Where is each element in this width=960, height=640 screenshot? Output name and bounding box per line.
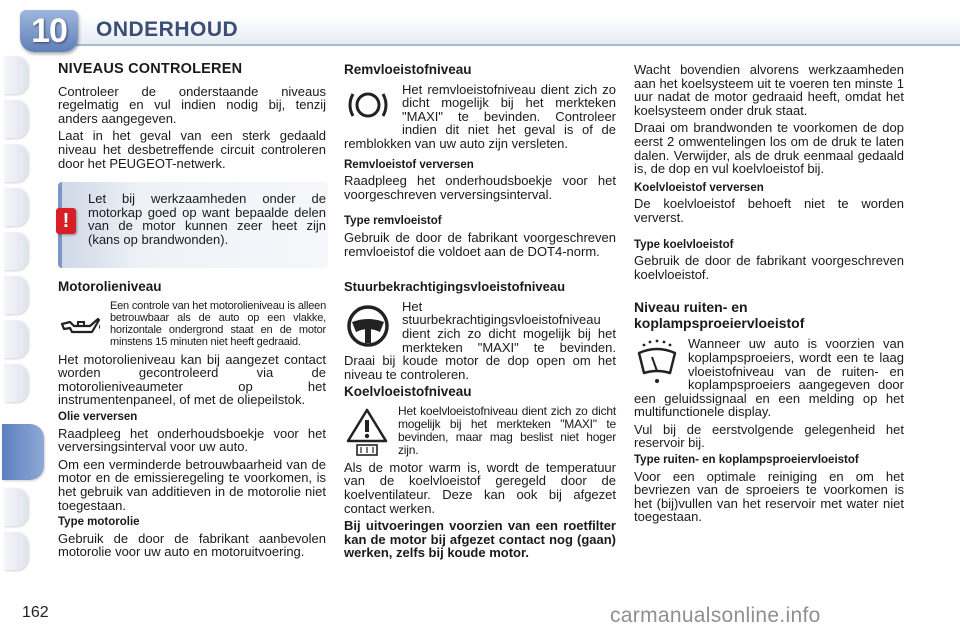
column-2 [344,63,616,564]
chapter-number: 10 [31,12,67,50]
oil-note: Een controle van het motorolieniveau is alleen betrouwbaar als de auto op een vlakke, horizontale ondergrond staat en de motor minstens 15 minuten niet heeft gedraaid. [110,299,326,349]
chapter-tab [20,10,78,52]
oil-type-title: Type motorolie [58,516,140,529]
side-tab[interactable] [4,320,28,358]
washer-type-title: Type ruiten- en koplampsproeiervloeistof [634,454,859,467]
intro-paragraph: Controleer de onderstaande niveaus regelmatig en vul indien nodig bij, tenzij anders aangegeven. [58,83,326,126]
oil-change-title: Olie verversen [58,410,138,423]
brake-type-paragraph: Gebruik de door de fabrikant voorgeschreven remvloeistof die voldoet aan de DOT4-norm. [344,229,616,259]
brake-type-title: Type remvloeistof [344,215,442,228]
side-tab[interactable] [4,488,28,526]
oil-can-icon [58,302,102,346]
warning-box [58,182,328,268]
coolant-type-paragraph: Gebruik de door de fabrikant voorgeschreven koelvloeistof. [634,253,904,282]
column-1 [58,63,326,563]
page-header [0,0,960,50]
brake-change-title: Remvloeistof verversen [344,158,474,171]
washer-type-paragraph: Voor een optimale reiniging en om het bevriezen van de sproeiers te voorkomen is het (bij)vullen van het reservoir met water niet toegestaan. [634,468,904,525]
brake-change-paragraph: Raadpleeg het onderhoudsboekje voor het voorgeschreven verversingsinterval. [344,173,616,202]
warning-text: Let bij werkzaamheden onder de motorkap goed op want bepaalde delen van de motor kunnen zeer heet zijn (kans op brandwonden). [88,191,326,247]
side-tab[interactable] [4,100,28,138]
coolant-paragraph-3: Bij uitvoeringen voorzien van een roetfilter kan de motor bij afgezet contact nog (gaan) werken, zelfs bij koude motor. [344,518,616,561]
side-tab[interactable] [4,232,28,270]
coolant-paragraph-1: Het koelvloeistofniveau dient zich zo dicht mogelijk bij het merkteken "MAXI" te bevinden, maar mag beslist niet hoger zijn. [398,403,616,457]
watermark: carmanualsonline.info [610,604,821,627]
washer-title: Niveau ruiten- en koplampsproeiervloeistof [634,299,805,332]
coolant-change-title: Koelvloeistof verversen [634,181,764,194]
section-title: NIVEAUS CONTROLEREN [58,61,243,77]
steering-wheel-icon [344,302,392,350]
brake-fluid-title: Remvloeistofniveau [344,62,472,77]
oil-note-row [58,300,326,353]
side-tab[interactable] [4,276,28,314]
coolant-paragraph-2: Als de motor warm is, wordt de temperatuur van de koelvloeistof geregeld door de koelventilateur. Deze kan ook bij afgezet contact werken. [344,459,616,516]
oil-level-title: Motorolieniveau [58,279,162,295]
side-tab[interactable] [4,532,28,570]
brake-warning-icon [344,85,392,125]
oil-type-paragraph: Gebruik de door de fabrikant aanbevolen motorolie voor uw auto en motoruitvoering. [58,530,326,560]
coolant-wait-paragraph: Wacht bovendien alvorens werkzaamheden aan het koelsysteem uit te voeren ten minste 1 uur nadat de motor gedraaid heeft, omdat het koelsysteem onder druk staat. [634,62,904,118]
side-tab[interactable] [4,56,28,94]
coolant-change-paragraph: De koelvloeistof behoeft niet te worden ververst. [634,196,904,225]
steering-fluid-title: Stuurbekrachtigingsvloeistofniveau [344,279,566,295]
coolant-row [344,405,616,461]
washer-row [634,337,904,419]
page-number: 162 [22,604,49,621]
side-tab[interactable] [4,144,28,182]
brake-paragraph: Het remvloeistofniveau dient zich zo dicht mogelijk bij het merkteken "MAXI" te bevinden. Controleer indien dit niet het geval is of de remblokken van uw auto zijn versleten. [344,81,616,151]
oil-change-paragraph-1: Raadpleeg het onderhoudsboekje voor het verversingsinterval voor uw auto. [58,425,326,455]
oil-change-paragraph-2: Om een verminderde betrouwbaarheid van de motor en de emissieregeling te voorkomen, is het gebruik van additieven in de motorolie niet toegestaan. [58,456,326,513]
washer-paragraph: Wanneer uw auto is voorzien van koplampsproeiers, wordt een te laag vloeistofniveau van de ruiten- en koplampsproeiers aangegeven door een geluidssignaal en een melding op het multifunctionele display. [634,336,904,420]
side-tab-active[interactable] [2,424,44,480]
exclamation-icon: ! [56,208,76,234]
steering-row [344,300,616,382]
oil-paragraph: Het motorolieniveau kan bij aangezet contact worden gecontroleerd via de motorolieniveaumeter op het instrumentenpaneel, of met de oliepeilstok. [58,351,326,408]
steering-paragraph: Het stuurbekrachtigingsvloeistofniveau dient zich zo dicht mogelijk bij het merkteken "MAXI" te bevinden. Draai bij koude motor de dop open om het niveau te controleren. [344,298,616,382]
coolant-title: Koelvloeistofniveau [344,384,472,400]
network-paragraph: Laat in het geval van een sterk gedaald niveau het desbetreffende circuit controleren door het PEUGEOT-netwerk. [58,128,326,171]
side-tab[interactable] [4,364,28,402]
brake-row [344,83,616,151]
side-tab[interactable] [4,188,28,226]
washer-icon [634,339,680,387]
coolant-warning-icon [344,407,390,457]
chapter-title: ONDERHOUD [96,18,239,41]
coolant-type-title: Type koelvloeistof [634,238,734,251]
column-3 [634,63,904,528]
washer-refill-paragraph: Vul bij de eerstvolgende gelegenheid het reservoir bij. [634,421,904,451]
coolant-cap-paragraph: Draai om brandwonden te voorkomen de dop eerst 2 omwentelingen los om de druk te laten dalen. Verwijder, als de druk eenmaal gedaald is, de dop en vul koelvloeistof bij. [634,120,904,177]
